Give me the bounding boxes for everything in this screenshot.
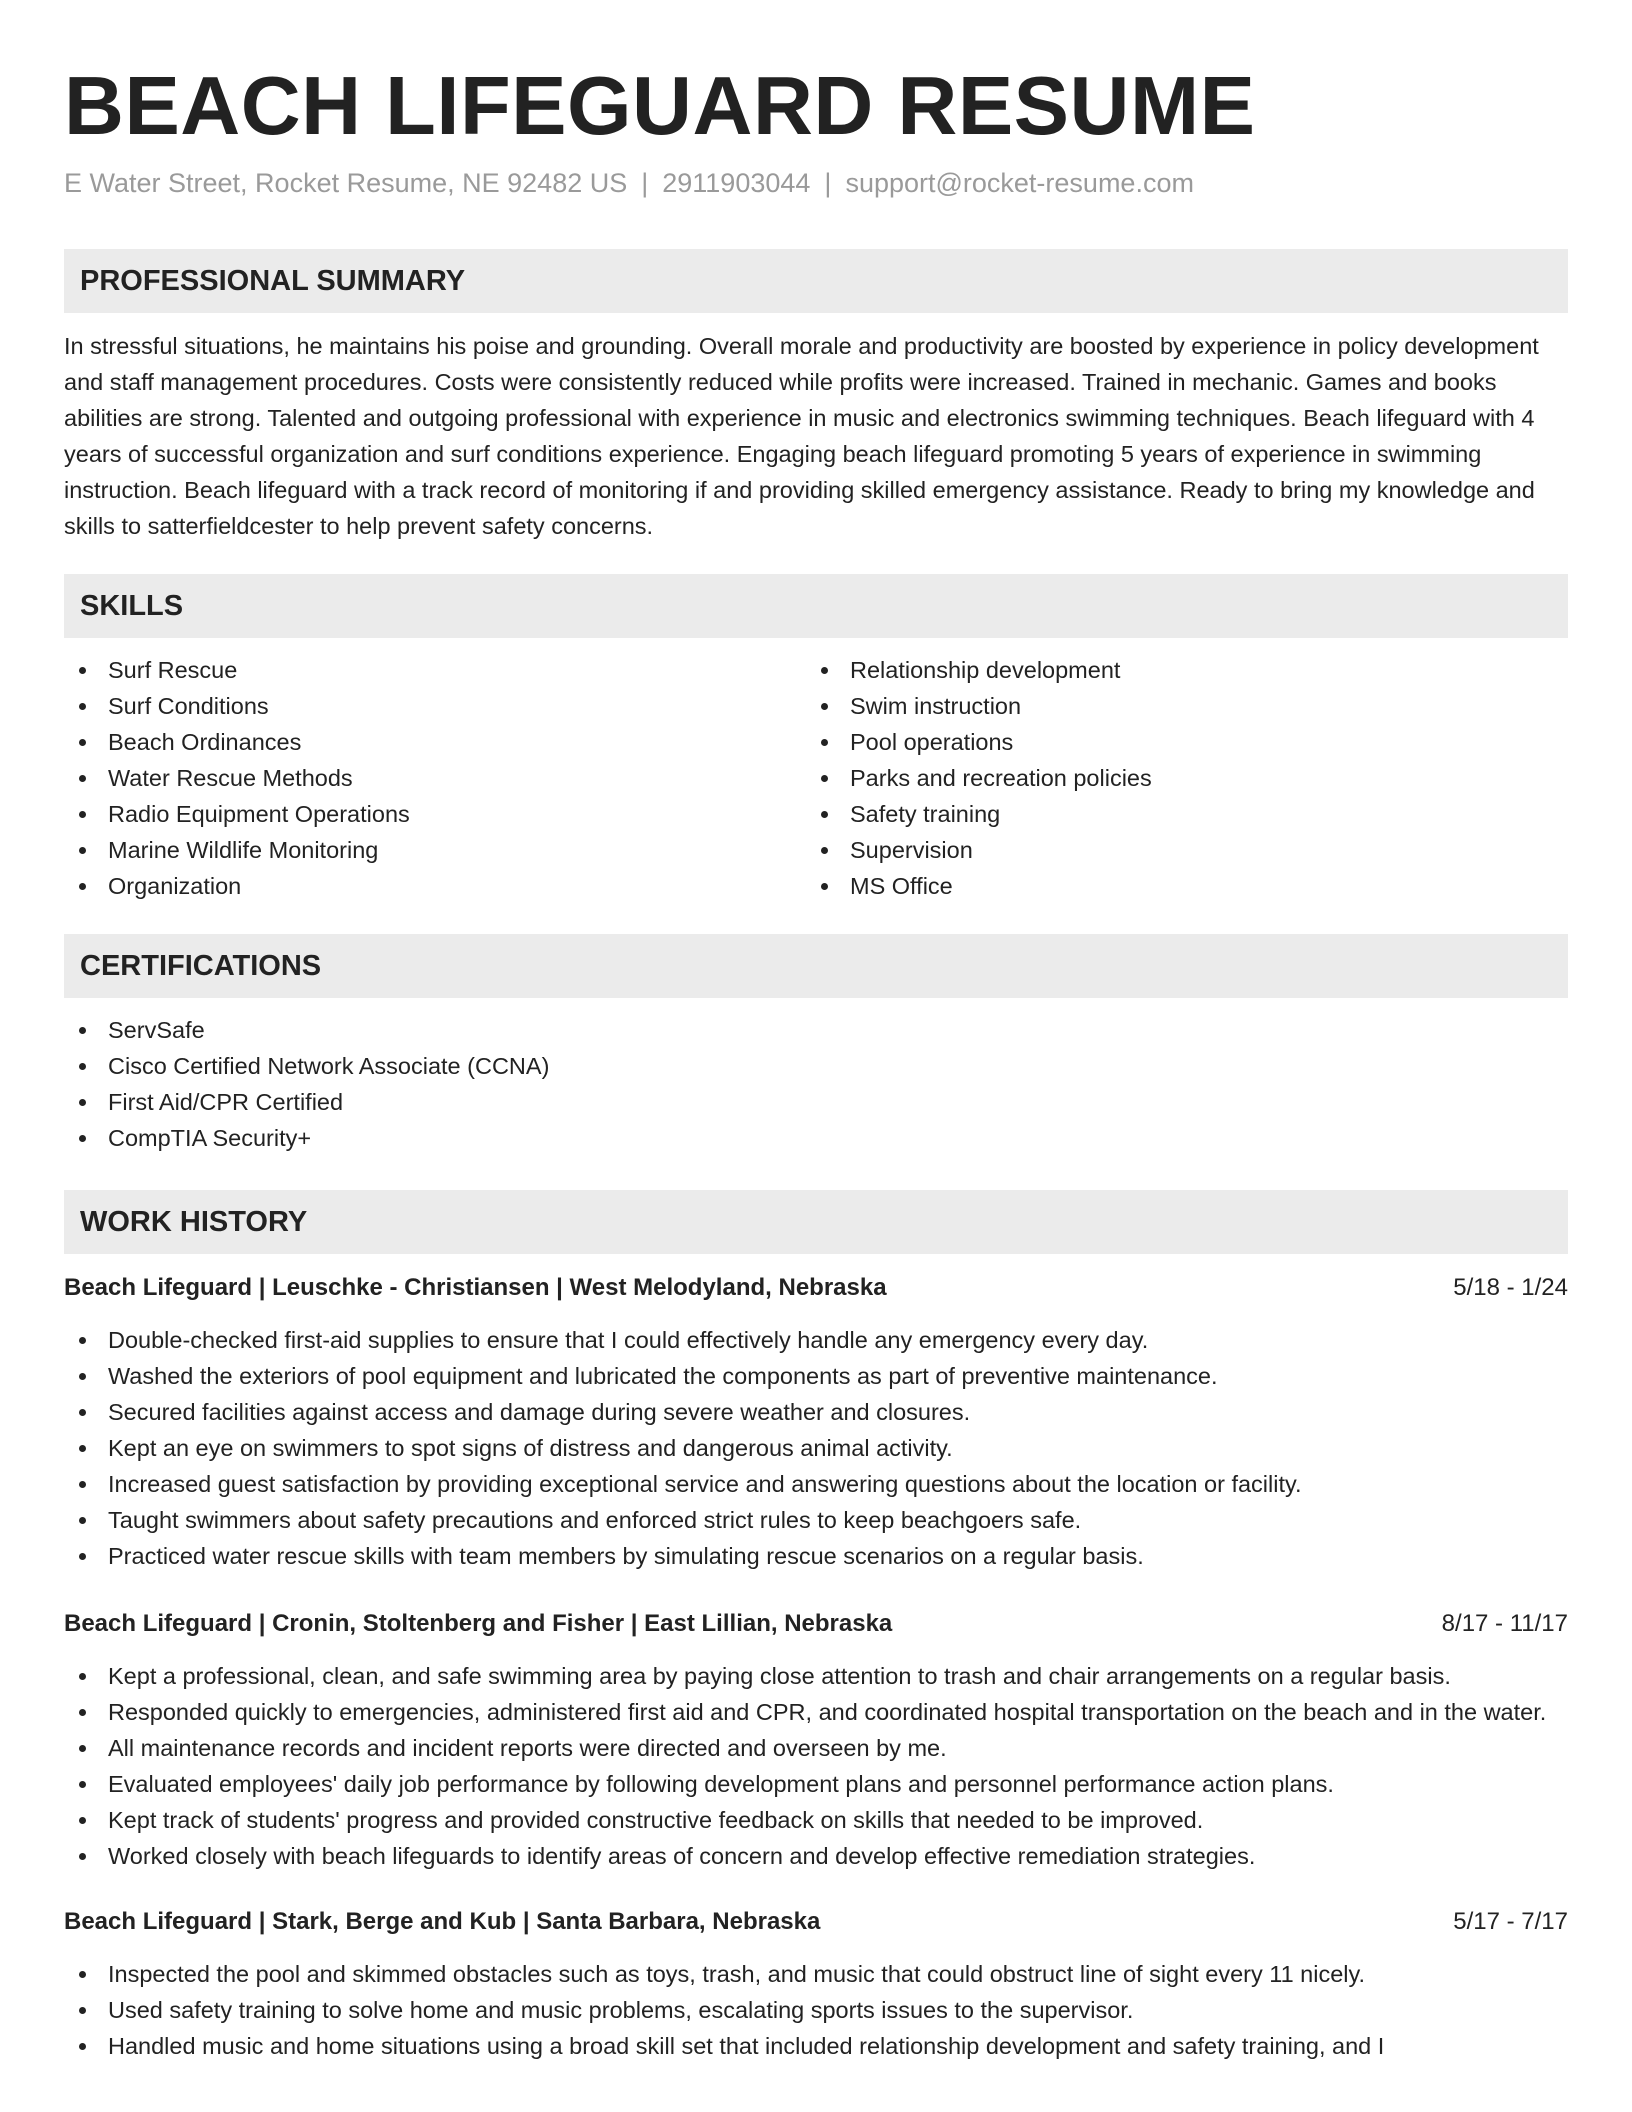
job-title: Beach Lifeguard | Leuschke - Christiansen | West Melodyland, Nebraska	[64, 1274, 887, 1302]
certifications-list	[64, 1012, 1568, 1156]
certification-item: ServSafe	[64, 1012, 1568, 1048]
section-header-work-history: WORK HISTORY	[64, 1190, 1568, 1254]
contact-separator: |	[641, 168, 649, 198]
skill-item: Supervision	[806, 832, 1548, 868]
job-bullet: Kept a professional, clean, and safe swimming area by paying close attention to trash and chair arrangements on a regular basis.	[64, 1658, 1568, 1694]
section-header-summary: PROFESSIONAL SUMMARY	[64, 249, 1568, 313]
job-dates: 5/18 - 1/24	[1453, 1274, 1568, 1302]
certification-item: First Aid/CPR Certified	[64, 1084, 1568, 1120]
skills-list-left	[64, 652, 806, 904]
skill-item: Surf Conditions	[64, 688, 806, 724]
skill-item: Organization	[64, 868, 806, 904]
skill-item: Swim instruction	[806, 688, 1548, 724]
job-entry	[64, 1270, 1568, 1574]
job-title: Beach Lifeguard | Stark, Berge and Kub | Santa Barbara, Nebraska	[64, 1908, 821, 1936]
contact-email: support@rocket-resume.com	[845, 168, 1194, 198]
resume-title: BEACH LIFEGUARD RESUME	[64, 59, 1256, 152]
job-bullet: Increased guest satisfaction by providing exceptional service and answering questions about the location or facility.	[64, 1466, 1568, 1502]
skill-item: Radio Equipment Operations	[64, 796, 806, 832]
job-header	[64, 1904, 1568, 1940]
job-bullets	[64, 1658, 1568, 1874]
job-header	[64, 1606, 1568, 1642]
job-entry	[64, 1904, 1568, 2064]
job-header	[64, 1270, 1568, 1306]
skill-item: Pool operations	[806, 724, 1548, 760]
skill-item: Relationship development	[806, 652, 1548, 688]
job-bullet: Secured facilities against access and damage during severe weather and closures.	[64, 1394, 1568, 1430]
skill-item: Water Rescue Methods	[64, 760, 806, 796]
job-entry	[64, 1606, 1568, 1874]
job-bullet: Kept an eye on swimmers to spot signs of distress and dangerous animal activity.	[64, 1430, 1568, 1466]
certification-item: CompTIA Security+	[64, 1120, 1568, 1156]
skill-item: Marine Wildlife Monitoring	[64, 832, 806, 868]
job-bullets	[64, 1956, 1568, 2064]
job-bullet: Taught swimmers about safety precautions and enforced strict rules to keep beachgoers safe.	[64, 1502, 1568, 1538]
skill-item: MS Office	[806, 868, 1548, 904]
resume-page	[64, 50, 1568, 2064]
job-bullet: Handled music and home situations using a broad skill set that included relationship development and safety training, and I	[64, 2028, 1568, 2064]
job-bullet: Kept track of students' progress and provided constructive feedback on skills that needed to be improved.	[64, 1802, 1568, 1838]
contact-address: E Water Street, Rocket Resume, NE 92482 US	[64, 168, 628, 198]
section-header-certifications: CERTIFICATIONS	[64, 934, 1568, 998]
job-bullet: Double-checked first-aid supplies to ensure that I could effectively handle any emergency every day.	[64, 1322, 1568, 1358]
job-bullets	[64, 1322, 1568, 1574]
contact-line	[64, 167, 1568, 199]
job-bullet: Responded quickly to emergencies, administered first aid and CPR, and coordinated hospital transportation on the beach and in the water.	[64, 1694, 1568, 1730]
summary-text: In stressful situations, he maintains his poise and grounding. Overall morale and productivity are boosted by experience in policy development and staff management procedures. Costs were consistently reduced while profits were increased. Trained in mechanic. Games and books abilities are strong. Talented and outgoing professional with experience in music and electronics swimming techniques. Beach lifeguard with 4 years of successful organization and surf conditions experience. Engaging beach lifeguard promoting 5 years of experience in swimming instruction. Beach lifeguard with a track record of monitoring if and providing skilled emergency assistance. Ready to bring my knowledge and skills to satterfieldcester to help prevent safety concerns.	[64, 333, 1539, 540]
contact-phone: 2911903044	[662, 168, 811, 198]
job-bullet: All maintenance records and incident reports were directed and overseen by me.	[64, 1730, 1568, 1766]
job-bullet: Used safety training to solve home and music problems, escalating sports issues to the supervisor.	[64, 1992, 1568, 2028]
job-bullet: Inspected the pool and skimmed obstacles such as toys, trash, and music that could obstruct line of sight every 11 nicely.	[64, 1956, 1568, 1992]
skills-list-right	[806, 652, 1548, 904]
job-bullet: Practiced water rescue skills with team members by simulating rescue scenarios on a regular basis.	[64, 1538, 1568, 1574]
job-bullet: Washed the exteriors of pool equipment and lubricated the components as part of preventive maintenance.	[64, 1358, 1568, 1394]
skill-item: Beach Ordinances	[64, 724, 806, 760]
skills-columns	[64, 652, 1568, 904]
job-dates: 5/17 - 7/17	[1453, 1908, 1568, 1936]
skill-item: Parks and recreation policies	[806, 760, 1548, 796]
job-dates: 8/17 - 11/17	[1441, 1610, 1568, 1638]
section-header-skills: SKILLS	[64, 574, 1568, 638]
contact-separator: |	[824, 168, 832, 198]
certification-item: Cisco Certified Network Associate (CCNA)	[64, 1048, 1568, 1084]
skill-item: Safety training	[806, 796, 1548, 832]
job-bullet: Evaluated employees' daily job performance by following development plans and personnel performance action plans.	[64, 1766, 1568, 1802]
job-title: Beach Lifeguard | Cronin, Stoltenberg and Fisher | East Lillian, Nebraska	[64, 1610, 893, 1638]
job-bullet: Worked closely with beach lifeguards to identify areas of concern and develop effective remediation strategies.	[64, 1838, 1568, 1874]
skill-item: Surf Rescue	[64, 652, 806, 688]
